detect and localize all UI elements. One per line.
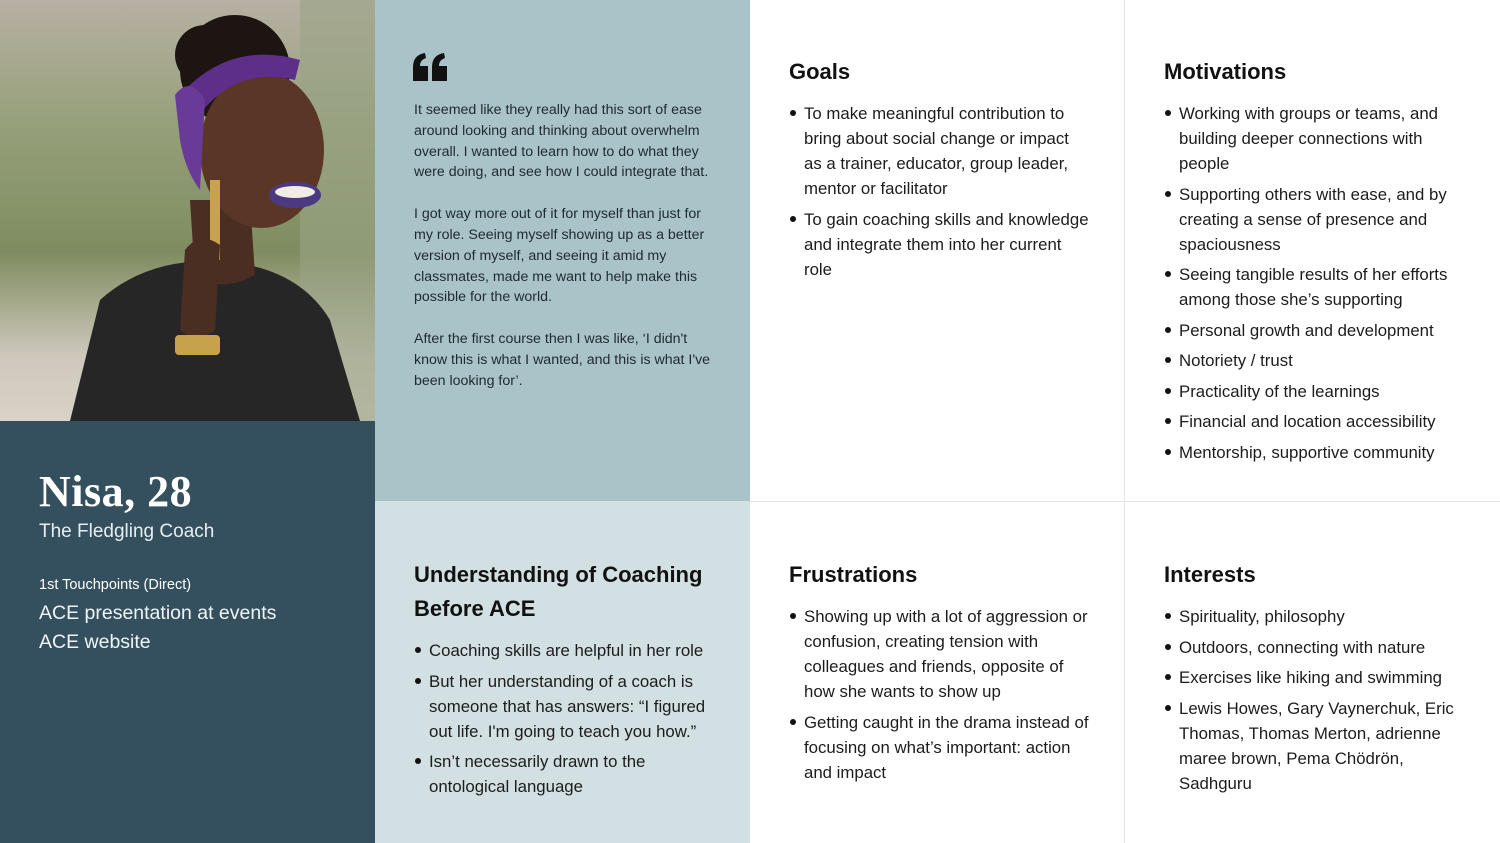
list-item: To make meaningful contribution to bring about social change or impact as a trainer, educator, group leader, mentor or facilitator [789,101,1089,201]
list-item: Financial and location accessibility [1164,409,1469,434]
frustrations-list [789,604,1089,785]
interests-title: Interests [1164,562,1256,587]
portrait-illustration [0,0,375,421]
list-item: Isn’t necessarily drawn to the ontological language [414,749,724,799]
touchpoint-item: ACE website [39,631,151,653]
quote-text [414,100,719,413]
goals-section [789,55,1089,287]
persona-name: Nisa, 28 [39,467,193,516]
list-item: Spirituality, philosophy [1164,604,1469,629]
quote-paragraph: After the first course then I was like, ‘I didn't know this is what I wanted, and this is what I've been looking for’. [414,331,711,389]
list-item: Mentorship, supportive community [1164,440,1469,465]
row-divider [750,501,1500,502]
list-item: Exercises like hiking and swimming [1164,665,1469,690]
quote-paragraph: It seemed like they really had this sort of ease around looking and thinking about overwhelm overall. I wanted to learn how to do what they were doing, and see how I could integrate that. [414,102,709,181]
list-item: To gain coaching skills and knowledge and integrate them into her current role [789,207,1089,282]
list-item: Lewis Howes, Gary Vaynerchuk, Eric Thomas, Thomas Merton, adrienne maree brown, Pema Chödrön, Sadhguru [1164,696,1469,796]
list-item: Notoriety / trust [1164,348,1469,373]
list-item: Coaching skills are helpful in her role [414,638,724,663]
quote-paragraph: I got way more out of it for myself than just for my role. Seeing myself showing up as a better version of myself, and seeing it amid my classmates, made me want to help make this possible for the world. [414,206,705,306]
list-item: Showing up with a lot of aggression or confusion, creating tension with colleagues and friends, opposite of how she wants to show up [789,604,1089,704]
list-item: Seeing tangible results of her efforts among those she’s supporting [1164,262,1469,312]
list-item: Working with groups or teams, and building deeper connections with people [1164,101,1469,176]
goals-list [789,101,1089,282]
motivations-title: Motivations [1164,59,1287,84]
column-divider [1124,0,1125,843]
quote-icon [413,53,449,81]
touchpoints-list [39,599,276,657]
motivations-list [1164,101,1469,465]
persona-photo [0,0,375,421]
persona-role: The Fledgling Coach [39,521,215,542]
understanding-list [414,638,724,799]
goals-title: Goals [789,59,851,84]
frustrations-title: Frustrations [789,562,918,587]
understanding-title: Understanding of Coaching Before ACE [414,562,703,621]
interests-list [1164,604,1469,796]
list-item: Getting caught in the drama instead of focusing on what’s important: action and impact [789,710,1089,785]
list-item: Outdoors, connecting with nature [1164,635,1469,660]
list-item: Supporting others with ease, and by creating a sense of presence and spaciousness [1164,182,1469,257]
touchpoint-item: ACE presentation at events [39,602,277,624]
touchpoints-label: 1st Touchpoints (Direct) [39,577,192,593]
list-item: But her understanding of a coach is someone that has answers: “I figured out life. I'm going to teach you how.” [414,669,724,744]
list-item: Personal growth and development [1164,318,1469,343]
interests-section [1164,558,1469,801]
frustrations-section [789,558,1089,790]
list-item: Practicality of the learnings [1164,379,1469,404]
motivations-section [1164,55,1469,470]
understanding-section [414,558,724,805]
